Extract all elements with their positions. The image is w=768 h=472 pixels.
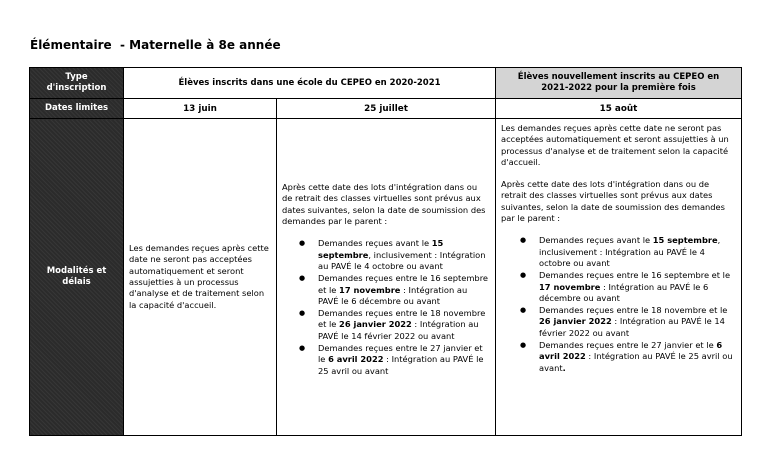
modalities-july-intro: Après cette date des lots d'intégration dans ou de retrait des classes virtuelles sont prévus aux dates suivantes, selon la date de soumission des demandes par le parent :	[282, 182, 486, 227]
list-item: ● Demandes reçues entre le 16 septembre et le 17 novembre : Intégration au PAVÉ le 6 décembre ou avant	[539, 270, 736, 304]
table-row-type	[30, 68, 742, 99]
list-item: ● Demandes reçues entre le 18 novembre et le 26 janvier 2022 : Intégration au PAVÉ le 14 février 2022 ou avant	[318, 308, 490, 342]
list-item: ● Demandes reçues avant le 15 septembre, inclusivement : Intégration au PAVÉ le 4 octobre ou avant	[539, 235, 736, 269]
header-new-students	[496, 68, 742, 99]
modalities-august-list	[501, 235, 736, 374]
list-item: ● Demandes reçues entre le 27 janvier et le 6 avril 2022 : Intégration au PAVÉ le 25 avril ou avant.	[539, 340, 736, 374]
modalities-july	[277, 119, 496, 436]
modalities-august-text: Les demandes reçues après cette date ne seront pas acceptées automatiquement et seront assujetties à un processus d'analyse et de traitement selon la capacité d'accueil.	[501, 123, 729, 167]
modalities-june-text: Les demandes reçues après cette date ne seront pas acceptées automatiquement et seront assujetties à un processus d'analyse et de traitement selon la capacité d'accueil.	[129, 243, 269, 310]
list-item: ● Demandes reçues avant le 15 septembre, inclusivement : Intégration au PAVÉ le 4 octobre ou avant	[318, 238, 490, 272]
page-title: Élémentaire - Maternelle à 8e année	[30, 38, 281, 52]
table-row-deadlines	[30, 99, 742, 119]
row-label-deadlines	[30, 99, 124, 119]
modalities-june	[124, 119, 277, 436]
list-item: ● Demandes reçues entre le 18 novembre et le 26 janvier 2022 : Intégration au PAVÉ le 14 février 2022 ou avant	[539, 305, 736, 339]
modalities-july-list	[282, 238, 490, 377]
deadline-june: 13 juin	[124, 99, 277, 119]
list-item: ● Demandes reçues entre le 27 janvier et le 6 avril 2022 : Intégration au PAVÉ le 25 avril ou avant	[318, 343, 490, 377]
header-existing-students	[124, 68, 496, 99]
registration-table	[29, 67, 742, 436]
row-label-deadlines-text: Dates limites	[44, 103, 109, 113]
table-row-modalities	[30, 119, 742, 436]
row-label-modalities	[30, 119, 124, 436]
modalities-august-intro: Après cette date des lots d'intégration dans ou de retrait des classes virtuelles sont prévus aux dates suivantes, selon la date de soumission des demandes par le parent :	[501, 179, 725, 224]
row-label-type-text: Type d'inscription	[46, 72, 107, 93]
list-item: ● Demandes reçues entre le 16 septembre et le 17 novembre : Intégration au PAVÉ le 6 décembre ou avant	[318, 273, 490, 307]
modalities-august	[496, 119, 742, 436]
deadline-august: 15 août	[496, 99, 742, 119]
row-label-modalities-text: Modalités et délais	[46, 266, 107, 287]
row-label-type	[30, 68, 124, 99]
header-new-students-text: Élèves nouvellement inscrits au CEPEO en 2021-2022 pour la première fois	[517, 72, 720, 93]
header-existing-students-text: Élèves inscrits dans une école du CEPEO en 2020-2021	[178, 77, 441, 88]
deadline-july: 25 juillet	[277, 99, 496, 119]
